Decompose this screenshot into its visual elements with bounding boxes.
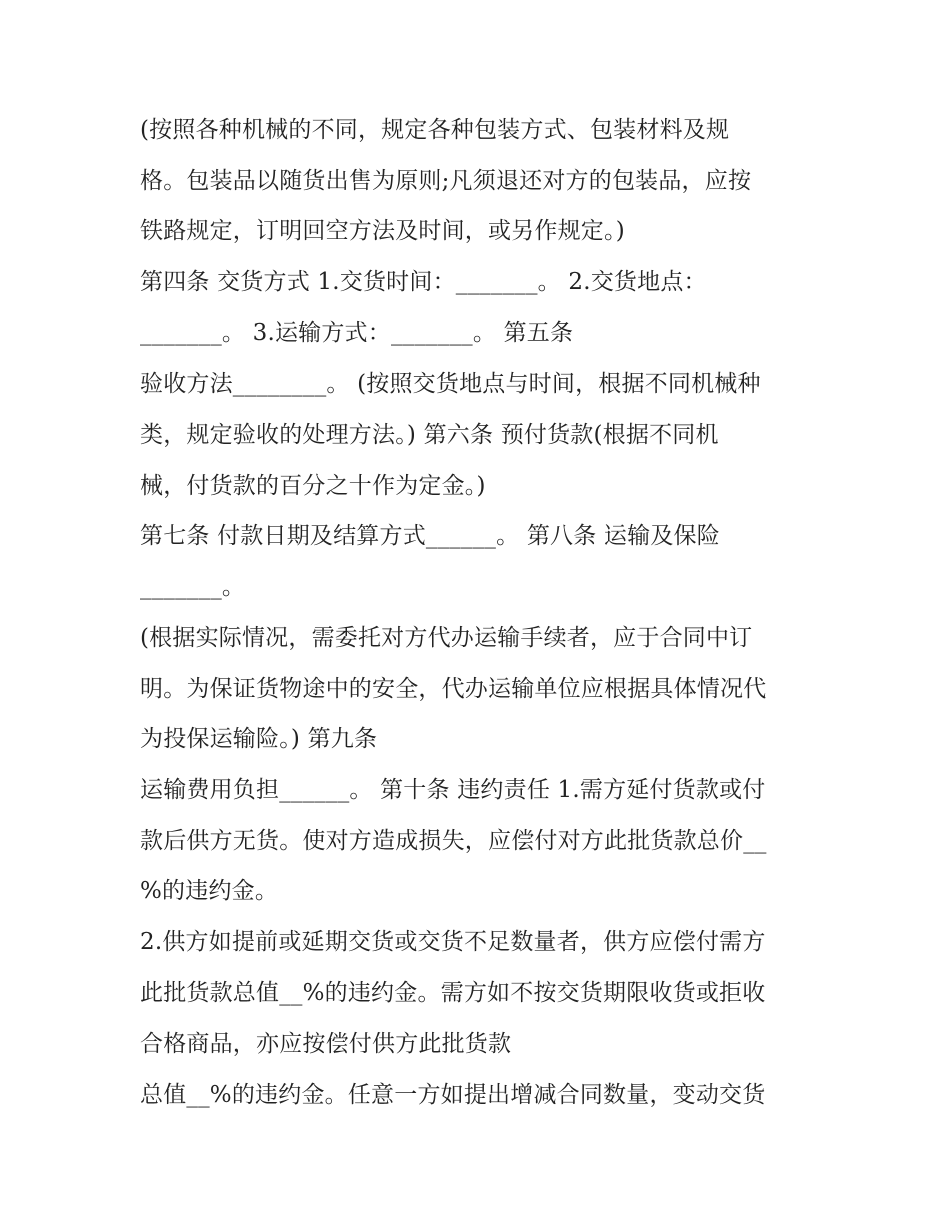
text-line-9: 第七条 付款日期及结算方式______。 第八条 运输及保险 (140, 523, 720, 549)
text-line-10: _______。 (140, 574, 246, 600)
text-line-19: 合格商品，亦应按偿付供方此批货款 (140, 1031, 512, 1057)
text-line-2: 格。包装品以随货出售为原则;凡须退还对方的包装品，应按 (140, 168, 752, 194)
text-line-4: 第四条 交货方式 1.交货时间：_______。 2.交货地点： (140, 269, 707, 295)
text-line-14: 运输费用负担______。 第十条 违约责任 1.需方延付货款或付 (140, 777, 766, 803)
text-line-13: 为投保运输险。) 第九条 (140, 726, 378, 752)
text-line-15: 款后供方无货。使对方造成损失，应偿付对方此批货款总价__ (140, 828, 767, 854)
text-line-5: _______。 3.运输方式：_______。 第五条 (140, 320, 574, 346)
text-line-1: (按照各种机械的不同，规定各种包装方式、包装材料及规 (140, 117, 730, 143)
text-line-3: 铁路规定，订明回空方法及时间，或另作规定。) (140, 218, 625, 244)
text-line-17: 2.供方如提前或延期交货或交货不足数量者，供方应偿付需方 (140, 929, 766, 955)
text-line-7: 类，规定验收的处理方法。) 第六条 预付货款(根据不同机 (140, 422, 719, 448)
text-line-20: 总值__%的违约金。任意一方如提出增减合同数量，变动交货 (140, 1082, 766, 1108)
text-line-18: 此批货款总值__%的违约金。需方如不按交货期限收货或拒收 (140, 980, 766, 1006)
text-line-16: %的违约金。 (140, 878, 279, 904)
text-line-8: 械，付货款的百分之十作为定金。) (140, 473, 486, 499)
text-line-6: 验收方法________。 (按照交货地点与时间，根据不同机械种 (140, 371, 761, 397)
text-line-12: 明。为保证货物途中的安全，代办运输单位应根据具体情况代 (140, 676, 767, 702)
text-line-11: (根据实际情况，需委托对方代办运输手续者，应于合同中订 (140, 625, 753, 651)
